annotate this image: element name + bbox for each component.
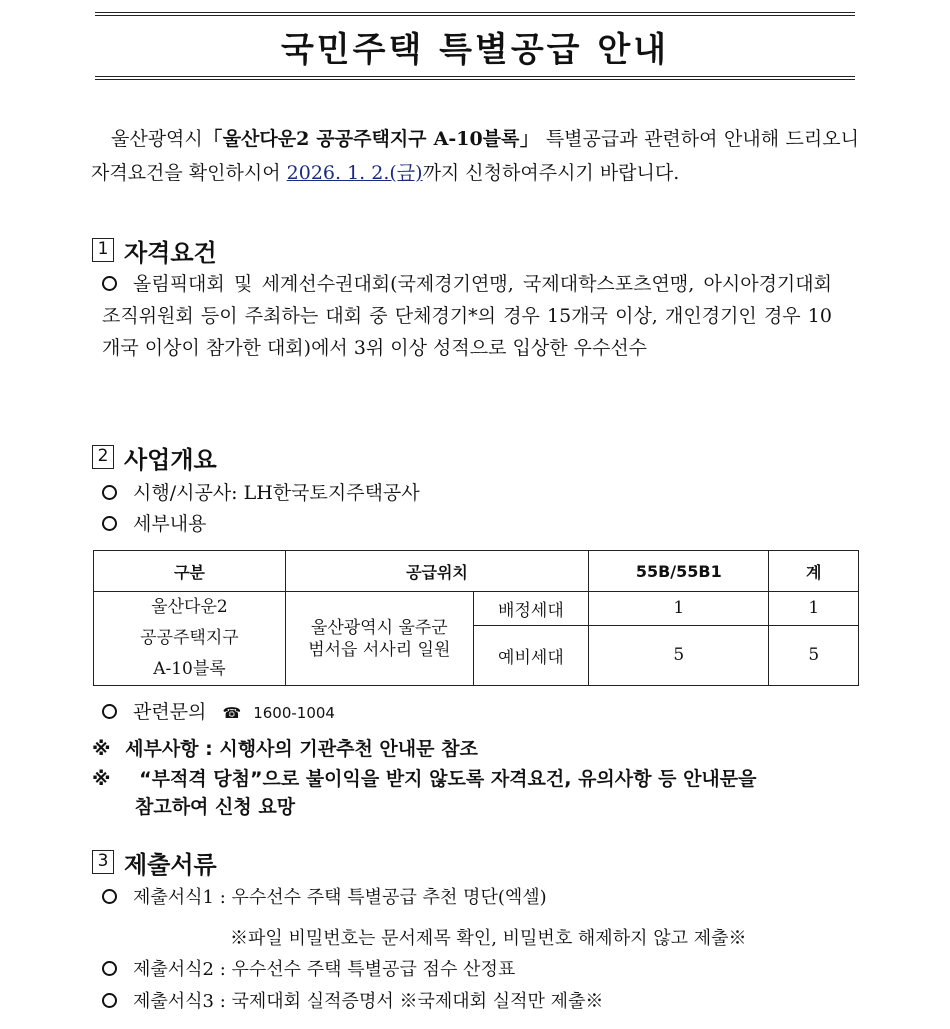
circle-bullet-icon [102,704,117,719]
phone-number: 1600-1004 [253,704,335,722]
page-title: 국민주택 특별공급 안내 [280,29,670,70]
section-number: 2 [92,445,114,469]
list-item [102,508,206,540]
note-text: 참고하여 신청 요망 [135,796,296,818]
list-item [102,882,547,914]
table-header: 구분 [94,551,286,592]
form-3: 제출서식3 : 국제대회 실적증명서 ※국제대회 실적만 제출※ [133,991,604,1012]
table-header: 공급위치 [285,551,588,592]
table-header: 55B/55B1 [589,551,769,592]
form-1: 제출서식1 : 우수선수 주택 특별공급 추천 명단(엑셀) [133,887,547,908]
list-item [102,954,515,986]
note-1 [92,734,478,764]
location-cell: 울산광역시 울주군 범서읍 서사리 일원 [285,592,473,686]
list-item [102,986,603,1018]
intro-middle: 특별공급과 관련하여 안내해 드리오니 자격요건을 확인하시어 [91,128,859,184]
intro-prefix: 울산광역시 [111,128,203,150]
developer-info: 시행/시공사: LH한국토지주택공사 [133,482,420,504]
table-header: 계 [769,551,859,592]
note-2 [92,764,757,794]
inquiry-label: 관련문의 [133,701,207,723]
note-text: 세부사항 : 시행사의 기관추천 안내문 참조 [125,738,478,760]
section-title: 제출서류 [124,850,217,879]
supply-table [93,550,859,686]
intro-paragraph [91,122,859,190]
section-3-heading [92,847,217,877]
type-cell: 예비세대 [473,625,588,685]
total-cell: 1 [769,592,859,626]
section-number: 1 [92,238,114,262]
section-title: 자격요건 [124,238,217,267]
circle-bullet-icon [102,993,117,1008]
intro-suffix: 까지 신청하여주시기 바랍니다. [422,162,680,184]
total-cell: 5 [769,625,859,685]
phone-icon: ☎ [222,704,242,722]
note-mark: ※ [92,768,111,790]
details-label: 세부내용 [133,513,207,535]
section-2-heading [92,442,217,472]
note-mark: ※ [92,738,111,760]
form-2: 제출서식2 : 우수선수 주택 특별공급 점수 산정표 [133,959,516,980]
eligibility-text [102,268,832,364]
list-item [102,477,420,509]
district-cell: 울산다운2 공공주택지구 A-10블록 [94,592,286,686]
value-cell: 5 [589,625,769,685]
section-number: 3 [92,850,114,874]
form-1-note: ※파일 비밀번호는 문서제목 확인, 비밀번호 해제하지 않고 제출※ [230,928,747,949]
table-row [94,592,859,626]
title-box [95,12,855,80]
section-title: 사업개요 [124,445,217,474]
project-name: 「울산다운2 공공주택지구 A-10블록」 [202,128,540,150]
circle-bullet-icon [102,516,117,531]
value-cell: 1 [589,592,769,626]
circle-bullet-icon [102,961,117,976]
table-header-row [94,551,859,592]
circle-bullet-icon [102,889,117,904]
deadline-date: 2026. 1. 2.(금) [286,162,423,184]
note-2-continued [135,792,295,822]
type-cell: 배정세대 [473,592,588,626]
note-text: “부적격 당첨”으로 불이익을 받지 않도록 자격요건, 유의사항 등 안내문을 [139,768,757,790]
circle-bullet-icon [102,485,117,500]
eligibility-description: 올림픽대회 및 세계선수권대회(국제경기연맹, 국제대학스포츠연맹, 아시아경기대회조직위원회 등이 주최하는 대회 중 단체경기*의 경우 15개국 이상, 개인경기인 경우 10개국 이상이 참가한 대회)에서 3위 이상 성적으로 입상한 우수선수 [102,273,832,359]
inquiry-line [102,696,335,729]
section-1-heading [92,235,217,265]
circle-bullet-icon [102,276,117,291]
